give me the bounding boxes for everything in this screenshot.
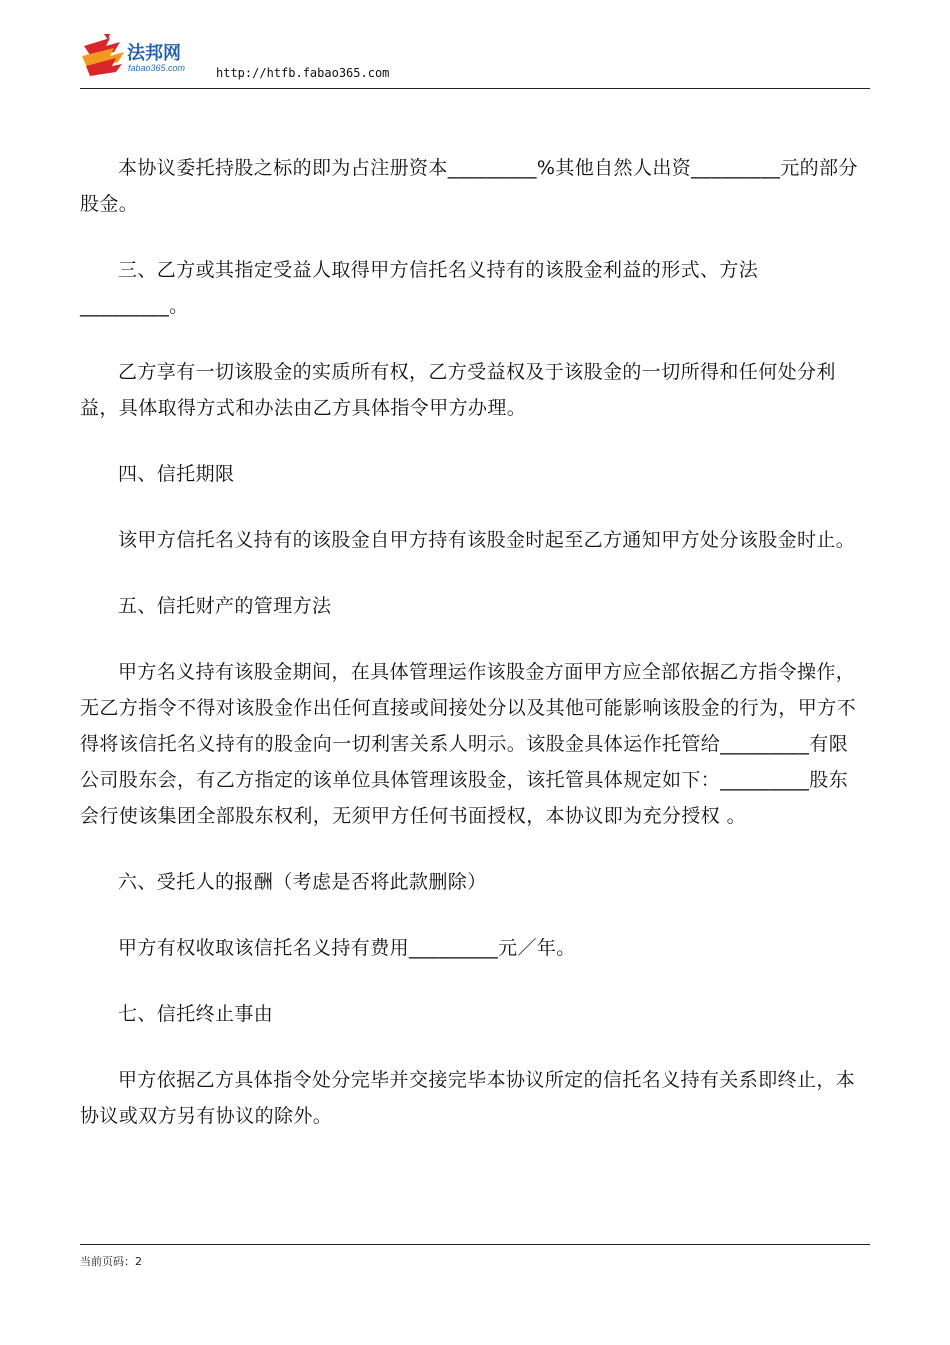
paragraph-equity-subject: 本协议委托持股之标的即为占注册资本_________%其他自然人出资_________元的部分股金。 <box>80 157 858 215</box>
section-heading-6: 六、受托人的报酬（考虑是否将此款删除） <box>118 871 487 893</box>
site-logo[interactable] <box>80 30 205 82</box>
document-body <box>80 150 865 1164</box>
logo-domain: fabao365.com <box>128 63 186 73</box>
header-url-link[interactable]: http://htfb.fabao365.com <box>216 66 390 80</box>
paragraph-fee: 甲方有权收取该信托名义持有费用_________元／年。 <box>118 937 576 959</box>
section-heading-7: 七、信托终止事由 <box>118 1003 274 1025</box>
page-number: 当前页码：2 <box>80 1255 142 1268</box>
header-divider <box>80 88 870 89</box>
footer-divider <box>80 1244 870 1245</box>
section-heading-3: 三、乙方或其指定受益人取得甲方信托名义持有的该股金利益的形式、方法_________。 <box>80 259 759 317</box>
paragraph-termination: 甲方依据乙方具体指令处分完毕并交接完毕本协议所定的信托名义持有关系即终止，本协议或双方另有协议的除外。 <box>80 1069 856 1127</box>
paragraph-management: 甲方名义持有该股金期间，在具体管理运作该股金方面甲方应全部依据乙方指令操作，无乙方指令不得对该股金作出任何直接或间接处分以及其他可能影响该股金的行为，甲方不得将该信托名义持有的股金向一切利害关系人明示。该股金具体运作托管给_________有限公司股东会，有乙方指定的该单位具体管理该股金，该托管具体规定如下：_________股东会行使该集团全部股东权利，无须甲方任何书面授权，本协议即为充分授权 。 <box>80 661 857 827</box>
paragraph-ownership: 乙方享有一切该股金的实质所有权，乙方受益权及于该股金的一切所得和任何处分利益，具体取得方式和办法由乙方具体指令甲方办理。 <box>80 361 836 419</box>
page-header <box>80 30 870 90</box>
section-heading-5: 五、信托财产的管理方法 <box>118 595 332 617</box>
fabao-logo-icon <box>80 32 128 78</box>
logo-name: 法邦网 <box>127 43 181 64</box>
section-heading-4: 四、信托期限 <box>118 463 235 485</box>
paragraph-trust-period: 该甲方信托名义持有的该股金自甲方持有该股金时起至乙方通知甲方处分该股金时止。 <box>118 529 856 551</box>
